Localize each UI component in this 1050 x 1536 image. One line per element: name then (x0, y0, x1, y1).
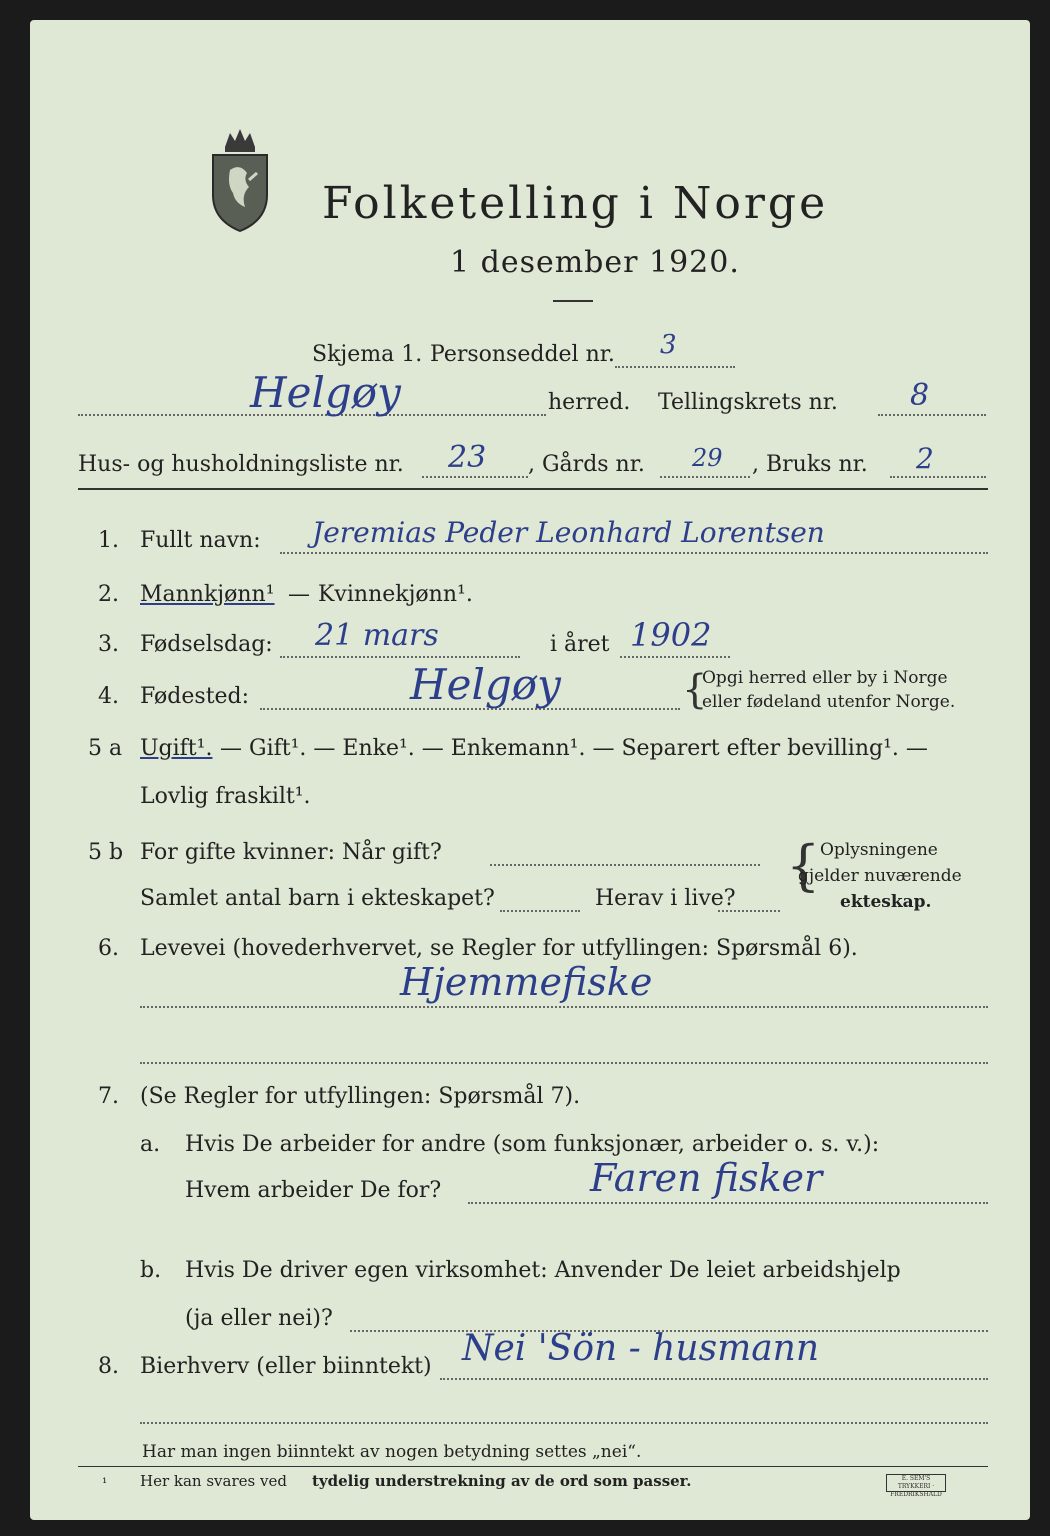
q7b-line1: Hvis De driver egen virksomhet: Anvender De leiet arbeidshjelp (185, 1258, 901, 1283)
printer-stamp: E. SEM'S TRYKKERI · FREDRIKSHALD (886, 1474, 946, 1492)
footnote-pre: Her kan svares ved (140, 1472, 287, 1490)
q6-line2 (140, 1062, 988, 1064)
q5b-barn-line (500, 910, 580, 912)
skjema-label: Skjema 1. (312, 342, 423, 367)
gards-label: , Gårds nr. (528, 452, 645, 477)
q4-note-line1: Opgi herred eller by i Norge (702, 668, 948, 688)
tellingskrets-line (878, 414, 986, 416)
q6-label: Levevei (hovederhvervet, se Regler for utfyllingen: Spørsmål 6). (140, 936, 858, 961)
q7a-line (468, 1202, 988, 1204)
levevei-value[interactable]: Hjemmefiske (400, 960, 653, 1004)
q7-number: 7. (98, 1084, 119, 1109)
husliste-label: Hus- og husholdningsliste nr. (78, 452, 404, 477)
q5a-number: 5 a (88, 736, 123, 761)
gards-value[interactable]: 29 (692, 444, 723, 472)
personseddel-label: Personseddel nr. (430, 342, 615, 367)
q4-brace: { (682, 667, 708, 713)
q5b-label: For gifte kvinner: Når gift? (140, 840, 442, 865)
q5b-gift-line (490, 864, 760, 866)
fullt-navn-value[interactable]: Jeremias Peder Leonhard Lorentsen (312, 516, 825, 549)
q5b-live-label: Herav i live? (595, 886, 736, 911)
q6-line1 (140, 1006, 988, 1008)
footer-rule (78, 1466, 988, 1467)
q3-number: 3. (98, 632, 119, 657)
q1-label: Fullt navn: (140, 528, 261, 553)
q3-label: Fødselsdag: (140, 632, 273, 657)
q2-separator: — (288, 582, 310, 607)
herred-value[interactable]: Helgøy (250, 368, 401, 417)
tellingskrets-value[interactable]: 8 (910, 378, 930, 413)
footnote-mark: ¹ (102, 1476, 108, 1491)
q6-number: 6. (98, 936, 119, 961)
personseddel-line (615, 366, 735, 368)
fodselsar-value[interactable]: 1902 (630, 616, 712, 654)
q3-year-line (620, 656, 730, 658)
q2-male-option[interactable]: Mannkjønn¹ (140, 582, 275, 607)
q2-female-option[interactable]: Kvinnekjønn¹. (318, 582, 473, 607)
bruks-label: , Bruks nr. (752, 452, 868, 477)
husliste-value[interactable]: 23 (448, 440, 487, 475)
fodselsdag-value[interactable]: 21 mars (315, 618, 439, 653)
footnote-bold: tydelig understrekning av de ord som passer. (312, 1472, 692, 1490)
bruks-value[interactable]: 2 (916, 442, 934, 475)
tellingskrets-label: Tellingskrets nr. (658, 390, 838, 415)
q5b-brace: { (786, 834, 821, 897)
q4-note-line2: eller fødeland utenfor Norge. (702, 692, 956, 712)
bierhverv-value[interactable]: Nei 'Sön - husmann (462, 1328, 820, 1369)
q2-number: 2. (98, 582, 119, 607)
q5b-note-line1: Oplysningene (820, 840, 938, 860)
footer-note: Har man ingen biinntekt av nogen betydning settes „nei“. (142, 1442, 642, 1462)
fodested-value[interactable]: Helgøy (410, 660, 561, 709)
q7a-number: a. (140, 1132, 161, 1157)
q7b-number: b. (140, 1258, 162, 1283)
q7b-line2: (ja eller nei)? (185, 1306, 333, 1331)
q3-year-label: i året (550, 632, 610, 657)
q8-label: Bierhverv (eller biinntekt) (140, 1354, 432, 1379)
bruks-line (890, 476, 986, 478)
q5a-other-options[interactable]: — Gift¹. — Enke¹. — Enkemann¹. — Separert efter bevilling¹. — (220, 736, 928, 761)
arbeidsgiver-value[interactable]: Faren fisker (590, 1156, 823, 1200)
gards-line (660, 476, 750, 478)
q8-number: 8. (98, 1354, 119, 1379)
husliste-line (422, 476, 528, 478)
herred-label: herred. (548, 390, 631, 415)
q5b-number: 5 b (88, 840, 124, 865)
form-title: Folketelling i Norge (322, 178, 829, 229)
q5a-ugift-option[interactable]: Ugift¹. (140, 736, 213, 761)
title-divider (553, 300, 593, 302)
census-form-sheet (30, 20, 1030, 1520)
q1-line (280, 552, 988, 554)
q7a-line2: Hvem arbeider De for? (185, 1178, 442, 1203)
q7a-line1: Hvis De arbeider for andre (som funksjonær, arbeider o. s. v.): (185, 1132, 880, 1157)
form-date: 1 desember 1920. (450, 245, 740, 280)
q5b-barn-label: Samlet antal barn i ekteskapet? (140, 886, 495, 911)
q8-line2 (140, 1422, 988, 1424)
q4-number: 4. (98, 684, 119, 709)
personseddel-value[interactable]: 3 (660, 330, 677, 360)
q5b-note-line2: gjelder nuværende (798, 866, 962, 886)
q5b-live-line (718, 910, 780, 912)
q5a-line2[interactable]: Lovlig fraskilt¹. (140, 784, 311, 809)
q5b-note-line3: ekteskap. (840, 892, 932, 912)
norwegian-coat-of-arms-icon (205, 125, 275, 235)
header-rule (78, 488, 988, 490)
q7-label: (Se Regler for utfyllingen: Spørsmål 7). (140, 1084, 581, 1109)
q1-number: 1. (98, 528, 119, 553)
q4-label: Fødested: (140, 684, 250, 709)
q8-line1 (440, 1378, 988, 1380)
q3-day-line (280, 656, 520, 658)
